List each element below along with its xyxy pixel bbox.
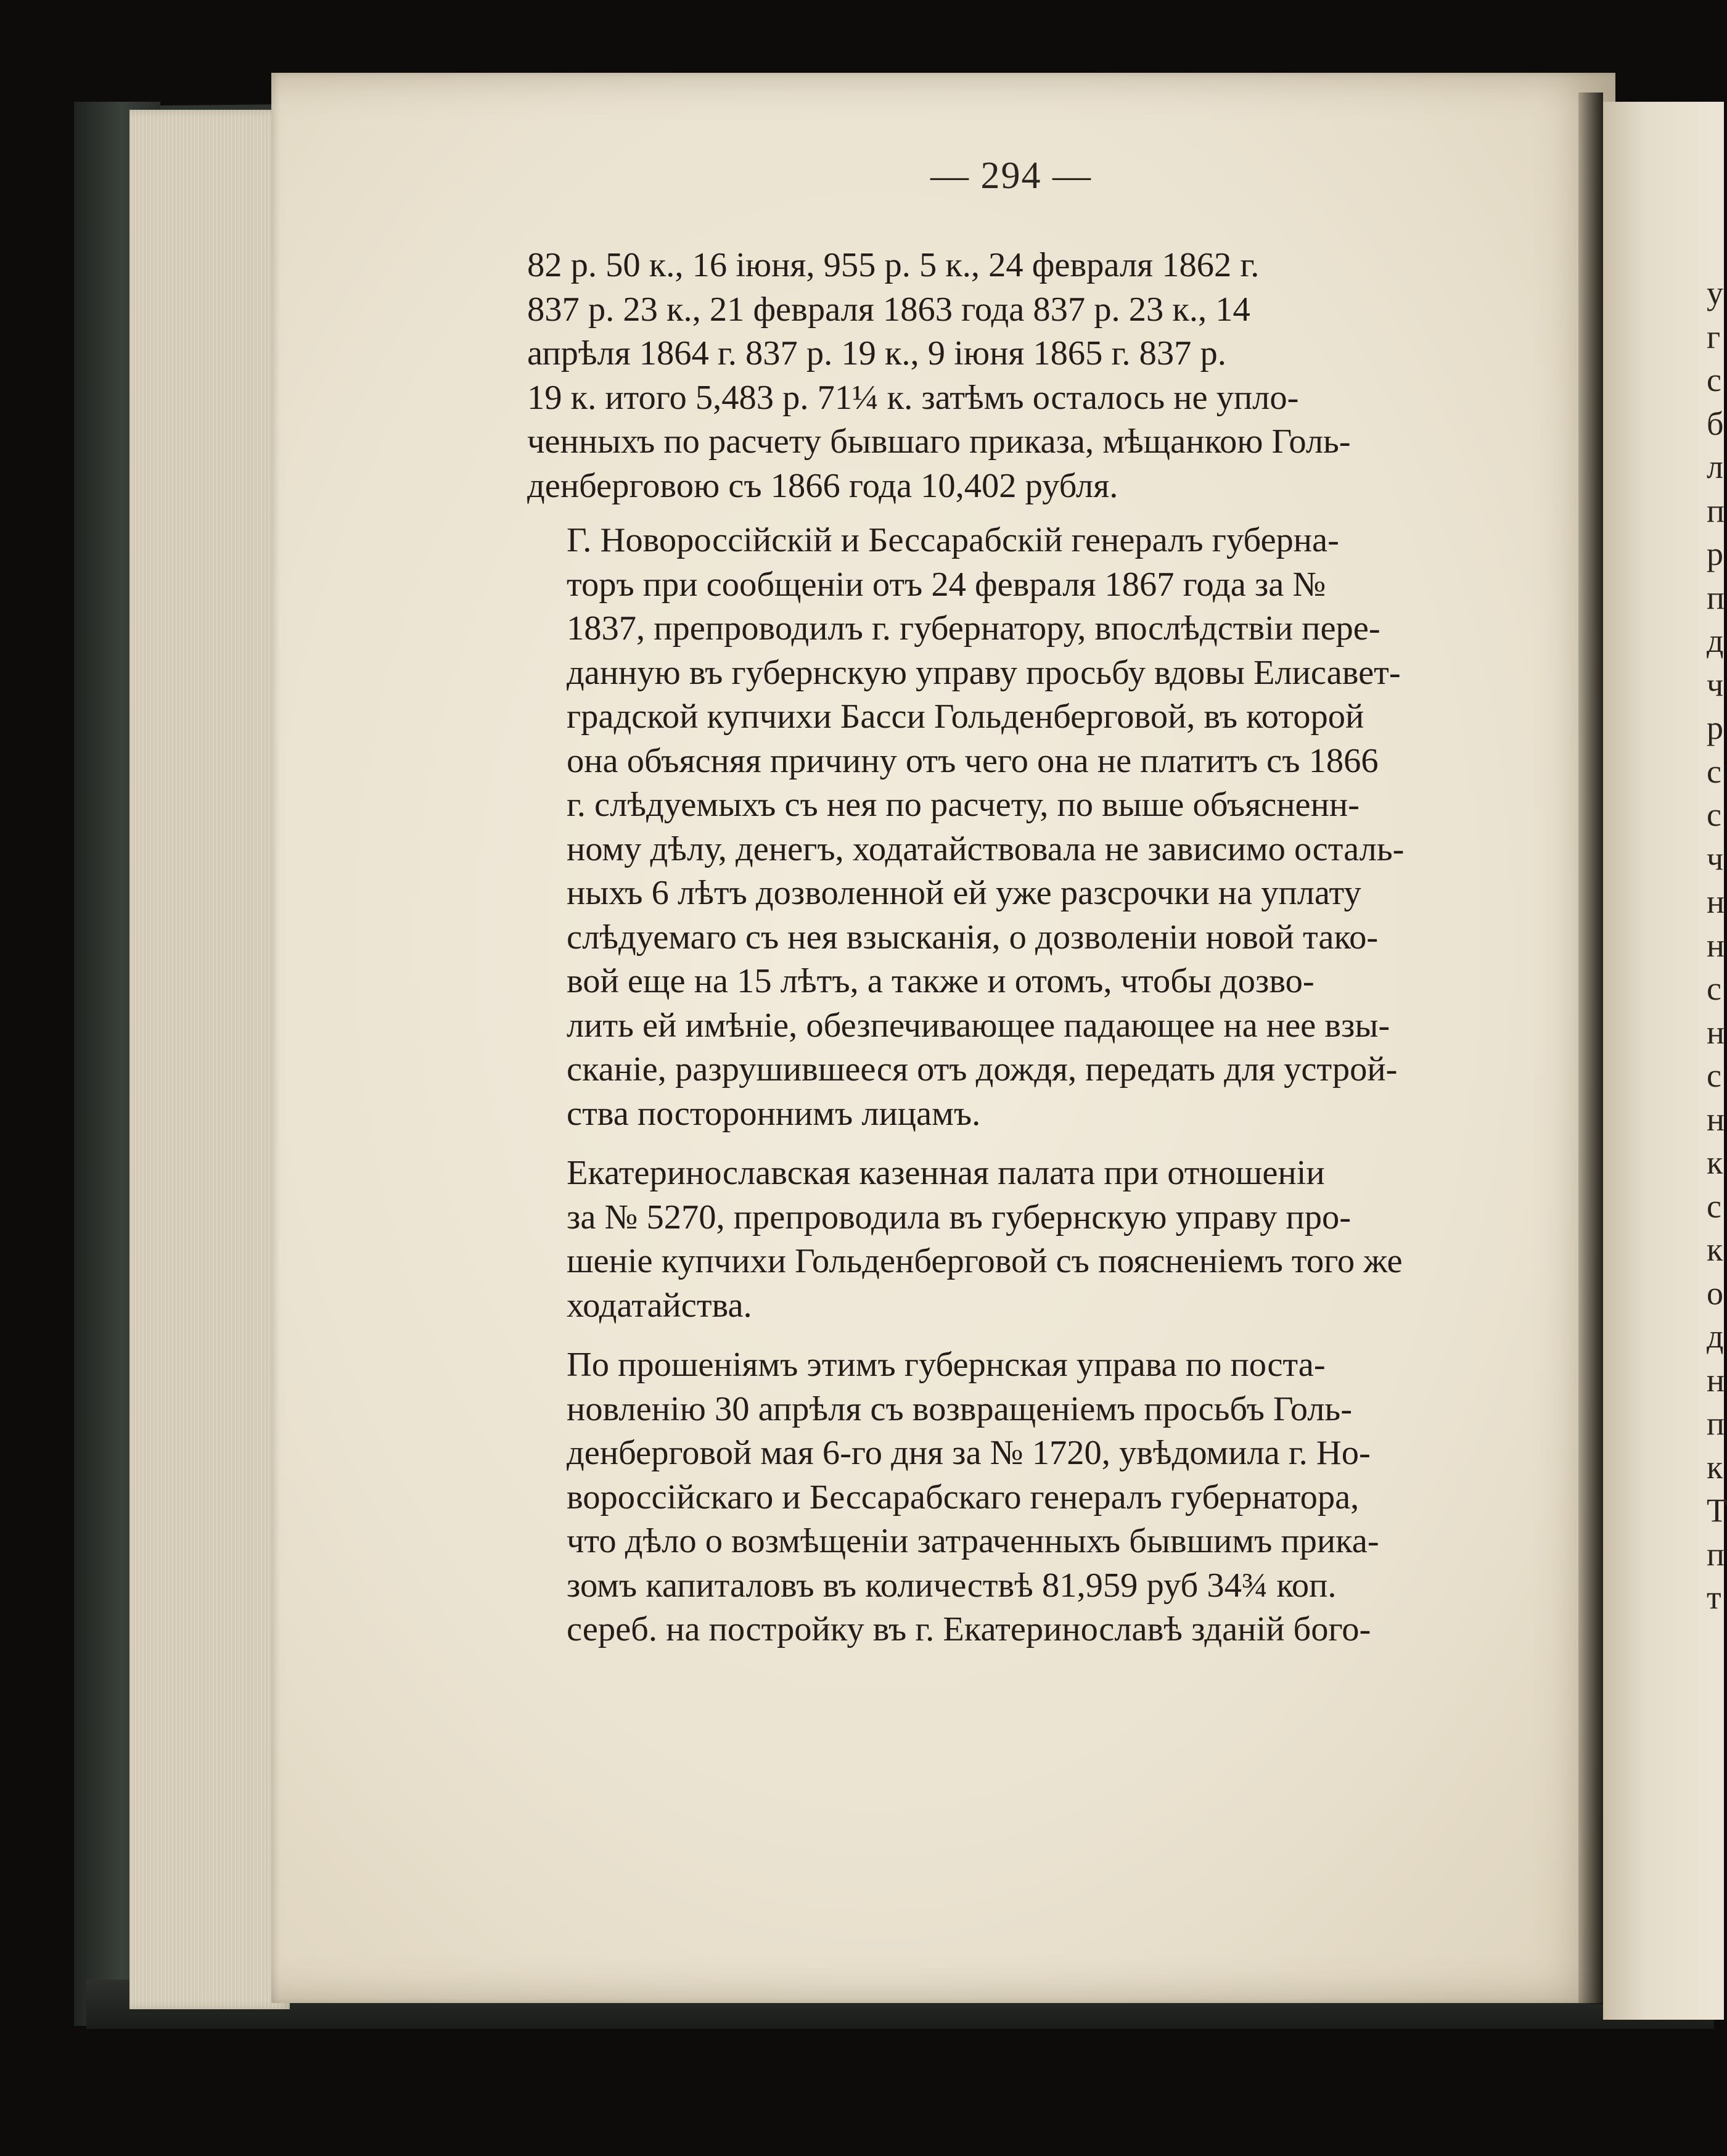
facing-page-letter: с	[1707, 796, 1721, 833]
facing-page-letter: о	[1707, 1274, 1723, 1312]
facing-page-letter: с	[1707, 752, 1721, 790]
facing-page-letter: Т	[1707, 1492, 1727, 1529]
text-line: лить ей имѣніе, обезпечивающее падающее на нее взы-	[567, 1006, 1390, 1045]
facing-page-letter: н	[1707, 926, 1725, 964]
right-page-fragment	[1603, 102, 1727, 2020]
text-line: зомъ капиталовъ въ количествѣ 81,959 руб 34¾ коп.	[567, 1566, 1337, 1605]
facing-page-letter: п	[1707, 1535, 1725, 1573]
text-line: вой еще на 15 лѣтъ, а также и отомъ, чтобы дозво-	[567, 962, 1315, 1000]
facing-page-letter: р	[1707, 535, 1723, 572]
book-gutter	[1578, 93, 1603, 2004]
facing-page-letter: к	[1707, 1448, 1723, 1486]
facing-page-cut-letters	[1707, 271, 1727, 1619]
text-line: шеніе купчихи Гольденберговой съ поясненіемъ того же	[567, 1242, 1403, 1280]
text-line: г. слѣдуемыхъ съ нея по расчету, по выше объясненн-	[567, 786, 1360, 824]
text-line: апрѣля 1864 г. 837 р. 19 к., 9 іюня 1865 г. 837 р.	[527, 334, 1226, 372]
text-line: сканіе, разрушившееся отъ дождя, передать для устрой-	[567, 1050, 1398, 1088]
facing-page-letter: б	[1707, 405, 1724, 442]
paragraph-1	[527, 244, 1477, 508]
facing-page-letter: п	[1707, 1405, 1725, 1442]
facing-page-letter: у	[1707, 274, 1723, 311]
facing-page-letter: н	[1707, 883, 1725, 920]
facing-page-letter: д	[1707, 1318, 1724, 1355]
text-line: 837 р. 23 к., 21 февраля 1863 года 837 р. 23 к., 14	[527, 290, 1250, 329]
facing-page-letter: ч	[1707, 665, 1724, 703]
text-line: слѣдуемаго съ нея взысканія, о дозволеніи новой тако-	[567, 918, 1379, 957]
facing-page-letter: н	[1707, 1100, 1725, 1138]
text-line: ному дѣлу, денегъ, ходатайствовала не зависимо осталь-	[567, 829, 1405, 868]
text-line: градской купчихи Басси Гольденберговой, въ которой	[567, 697, 1364, 736]
facing-page-letter: г	[1707, 318, 1721, 355]
page-stack-edge	[129, 110, 290, 2009]
paragraph-4	[527, 1343, 1477, 1652]
facing-page-letter: л	[1707, 448, 1723, 485]
facing-page-letter: к	[1707, 1144, 1723, 1181]
facing-page-letter: р	[1707, 709, 1723, 746]
facing-page-letter: с	[1707, 970, 1721, 1007]
facing-page-letter: п	[1707, 492, 1725, 529]
text-line: новленію 30 апрѣля съ возвращеніемъ просьбъ Голь-	[567, 1389, 1353, 1428]
text-line: Г. Новороссійскій и Бессарабскій генералъ губерна-	[567, 521, 1339, 559]
text-line: что дѣло о возмѣщеніи затраченныхъ бывшимъ прика-	[567, 1522, 1379, 1560]
facing-page-letter: п	[1707, 578, 1725, 616]
facing-page-letter: н	[1707, 1361, 1725, 1399]
text-line: По прошеніямъ этимъ губернская управа по поста-	[567, 1346, 1326, 1384]
page-number-header: — 294 —	[930, 155, 1092, 197]
text-line: 82 р. 50 к., 16 іюня, 955 р. 5 к., 24 февраля 1862 г.	[527, 246, 1260, 284]
text-line: она объясняя причину отъ чего она не платитъ съ 1866	[567, 741, 1379, 780]
text-line: торъ при сообщеніи отъ 24 февраля 1867 года за №	[567, 565, 1326, 604]
facing-page-letter: с	[1707, 1057, 1721, 1094]
text-line: сереб. на постройку въ г. Екатеринославѣ зданій бого-	[567, 1610, 1371, 1648]
facing-page-letter: с	[1707, 1187, 1721, 1225]
text-line: ченныхъ по расчету бывшаго приказа, мѣщанкою Голь-	[527, 422, 1351, 461]
text-line: за № 5270, препроводила въ губернскую управу про-	[567, 1198, 1352, 1236]
text-line: данную въ губернскую управу просьбу вдовы Елисавет-	[567, 653, 1401, 692]
text-line: Екатеринославская казенная палата при отношеніи	[567, 1154, 1325, 1192]
text-line: 19 к. итого 5,483 р. 71¼ к. затѣмъ осталось не упло-	[527, 378, 1299, 417]
facing-page-letter: д	[1707, 622, 1724, 659]
paragraph-2	[527, 519, 1477, 1136]
text-line: денберговой мая 6-го дня за № 1720, увѣдомила г. Но-	[567, 1434, 1371, 1472]
text-line: вороссійскаго и Бессарабскаго генералъ губернатора,	[567, 1478, 1360, 1516]
facing-page-letter: с	[1707, 361, 1721, 398]
body-text	[527, 244, 1477, 1663]
paragraph-3	[527, 1151, 1477, 1328]
text-line: ства постороннимъ лицамъ.	[567, 1094, 981, 1133]
facing-page-letter: ч	[1707, 839, 1724, 877]
facing-page-letter: н	[1707, 1013, 1725, 1051]
text-line: ходатайства.	[567, 1286, 752, 1325]
text-line: денберговою съ 1866 года 10,402 рубля.	[527, 466, 1118, 505]
text-line: 1837, препроводилъ г. губернатору, впослѣдствіи пере-	[567, 609, 1380, 648]
text-line: ныхъ 6 лѣтъ дозволенной ей уже разсрочки на уплату	[567, 874, 1361, 912]
facing-page-letter: к	[1707, 1231, 1723, 1268]
facing-page-letter: т	[1707, 1579, 1721, 1616]
